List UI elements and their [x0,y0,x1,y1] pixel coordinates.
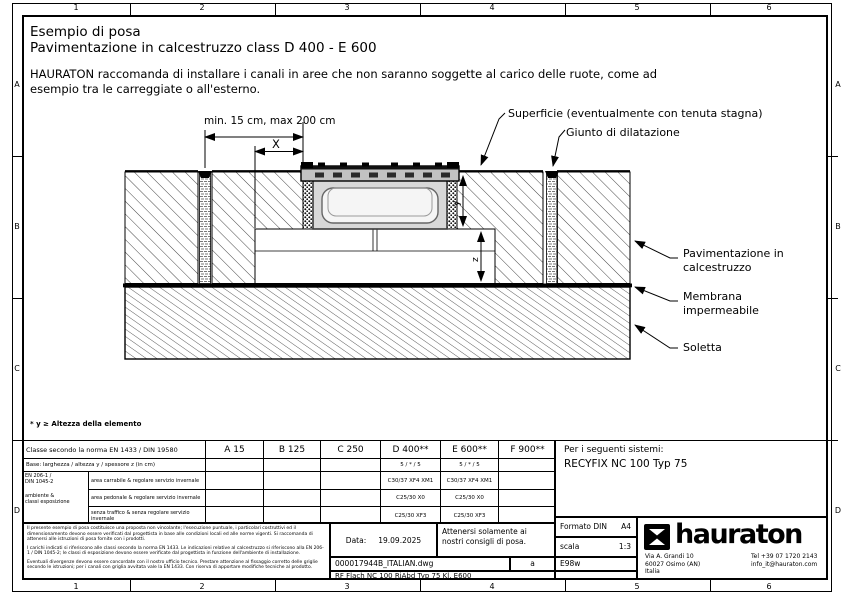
table-row-label: senza traffico & senza regolare servizio invernale [89,507,206,524]
disclaimer-block [22,523,330,579]
scale-label: scala [560,542,580,551]
dimension-x-text: X [272,137,280,151]
table-cell-en206 [23,472,89,524]
dimension-z-text: z [471,257,481,262]
table-header-d400: D 400** [381,441,441,459]
recommendation-note: HAURATON raccomanda di installare i canali in aree che non saranno soggette al carico delle ruote, come ad esempio tra le carreggiate o all'esterno. [30,67,658,96]
doc-title-cell: RF Flach NC 100 RiAbd Typ 75 Kl. E600 [330,571,555,579]
revision-cell: a [510,557,555,571]
channel-body [313,180,447,229]
systems-box [555,440,828,517]
table-cell [206,507,264,524]
systems-label: Per i seguenti sistemi: [564,445,664,455]
label-pavimentazione: Pavimentazione in calcestruzzo [683,247,784,274]
footnote-y: * y ≥ Altezza della elemento [30,420,142,428]
ruler-number: 6 [766,582,772,591]
table-header-c250: C 250 [321,441,381,459]
table-row-label: area carrabile & regolare servizio invernale [89,472,206,490]
ruler-number: 4 [489,582,495,591]
ruler-number: 5 [634,582,640,591]
table-cell-base-d400: 5 / * / 5 [381,459,441,472]
brand-wordmark: hauraton [675,519,802,550]
ruler-number: 4 [489,3,495,12]
phone-line: Tel +39 07 1720 2143 [751,553,818,560]
page-title: Esempio di posa [30,24,141,40]
table-row-label: area pedonale & regolare servizio invernale [89,490,206,507]
table-cell [499,507,556,524]
code-cell: E98w [555,557,637,571]
table-cell-class-label: Classe secondo la norma EN 1433 / DIN 19580 [23,441,206,459]
base-slab [125,287,630,359]
en206-line2: DIN 1045-2 [25,479,54,485]
table-cell-base-label: Base: larghezza / altezza y / spessore z (in cm) [23,459,206,472]
disclaimer-paragraph: Il presente esempio di posa costituisce una proposta non vincolante; l'esecuzione puntuale, i particolari costruttivi ed il dimensionamento devono essere verificati dal progettista in base alle condizioni locali ed alle norme vigenti. Si raccomanda di attenersi alle istruzioni di posa fornite con i prodotti. [27,526,313,542]
table-cell [264,472,321,490]
table-cell [321,490,381,507]
contact-block [751,553,817,568]
scale-cell [555,537,637,557]
table-header-e600: E 600** [441,441,499,459]
address-line: Via A. Grandi 10 [645,553,694,560]
table-cell-concrete: C25/30 XF3 [381,507,441,524]
table-cell [264,490,321,507]
ruler-number: 3 [344,582,350,591]
address-block [645,553,700,576]
page-subtitle: Pavimentazione in calcestruzzo class D 400 - E 600 [30,40,377,56]
format-value: A4 [621,522,631,531]
advice-cell: Attenersi solamente ai nostri consigli di posa. [437,523,555,557]
ruler-number: 6 [766,3,772,12]
label-superficie: Superficie (eventualmente con tenuta stagna) [508,107,763,120]
load-class-table [22,440,555,523]
table-cell [264,507,321,524]
table-cell [264,459,321,472]
file-name-cell: 000017944B_ITALIAN.dwg [330,557,510,571]
table-cell [206,490,264,507]
ruler-number: 2 [199,582,205,591]
ruler-letter: A [835,80,841,89]
disclaimer-paragraph: Eventuali divergenze devono essere concordate con il nostro ufficio tecnico. Prestare attenzione al fissaggio corretto delle griglie secondo le istruzioni; per i canali con griglia avvitata vale la EN 1433. Con riserva di apportare modifiche tecniche al prodotto. [27,559,318,570]
ruler-number: 1 [73,3,79,12]
ruler-number: 2 [199,3,205,12]
table-cell [499,490,556,507]
ruler-letter: C [14,364,20,373]
ruler-number: 5 [634,3,640,12]
dimension-y-text: y [452,200,462,206]
address-line: Italia [645,568,660,575]
table-header-a15: A 15 [206,441,264,459]
table-header-f900: F 900** [499,441,556,459]
table-cell-base-e600: 5 / * / 5 [441,459,499,472]
address-line: 60027 Osimo (AN) [645,560,701,568]
date-cell [330,523,437,557]
format-cell [555,517,637,537]
ambient-line1: ambiente & [25,493,55,499]
table-cell [499,459,556,472]
table-cell-concrete: C25/30 X0 [381,490,441,507]
table-cell [321,459,381,472]
ruler-letter: D [13,506,21,515]
table-cell-concrete: C25/30 X0 [441,490,499,507]
date-label: Data: [345,535,367,545]
ruler-number: 1 [73,582,79,591]
email-line: info_it@hauraton.com [751,560,818,568]
ambient-line2: classi esposizione [25,499,70,505]
hauraton-logo-icon [644,524,670,550]
ruler-letter: D [834,506,842,515]
concrete-bedding [255,229,495,284]
dimension-top-text: min. 15 cm, max 200 cm [204,115,336,127]
table-cell-concrete: C25/30 XF3 [441,507,499,524]
scale-value: 1:3 [618,542,631,551]
ruler-letter: A [14,80,20,89]
label-membrana: Membrana impermeabile [683,290,759,317]
table-cell [321,507,381,524]
label-soletta: Soletta [683,341,722,354]
table-cell [321,472,381,490]
table-cell [206,472,264,490]
table-header-b125: B 125 [264,441,321,459]
logo-block [637,517,828,579]
table-cell [499,472,556,490]
disclaimer-paragraph: I carichi indicati si riferiscono alle classi secondo la norma EN 1433. Le indicazioni relative al calcestruzzo si riferiscono alla EN 206-1 / DIN 1045-2; le classi di esposizione devono essere verificate dal progettista in funzione dell'ambiente di installazione. [27,545,324,556]
label-giunto-dilatazione: Giunto di dilatazione [566,126,680,139]
grate [301,162,459,181]
en206-line1: EN 206-1 / [25,473,52,479]
ruler-letter: B [14,222,20,231]
table-cell-concrete: C30/37 XF4 XM1 [381,472,441,490]
table-cell-concrete: C30/37 XF4 XM1 [441,472,499,490]
systems-value: RECYFIX NC 100 Typ 75 [564,458,688,470]
date-value: 19.09.2025 [378,535,422,545]
ruler-letter: C [835,364,841,373]
format-label: Formato DIN [560,522,607,531]
table-cell [206,459,264,472]
ruler-letter: B [835,222,841,231]
membrane-layer [123,284,632,288]
ruler-number: 3 [344,3,350,12]
empty-cell [555,571,637,579]
